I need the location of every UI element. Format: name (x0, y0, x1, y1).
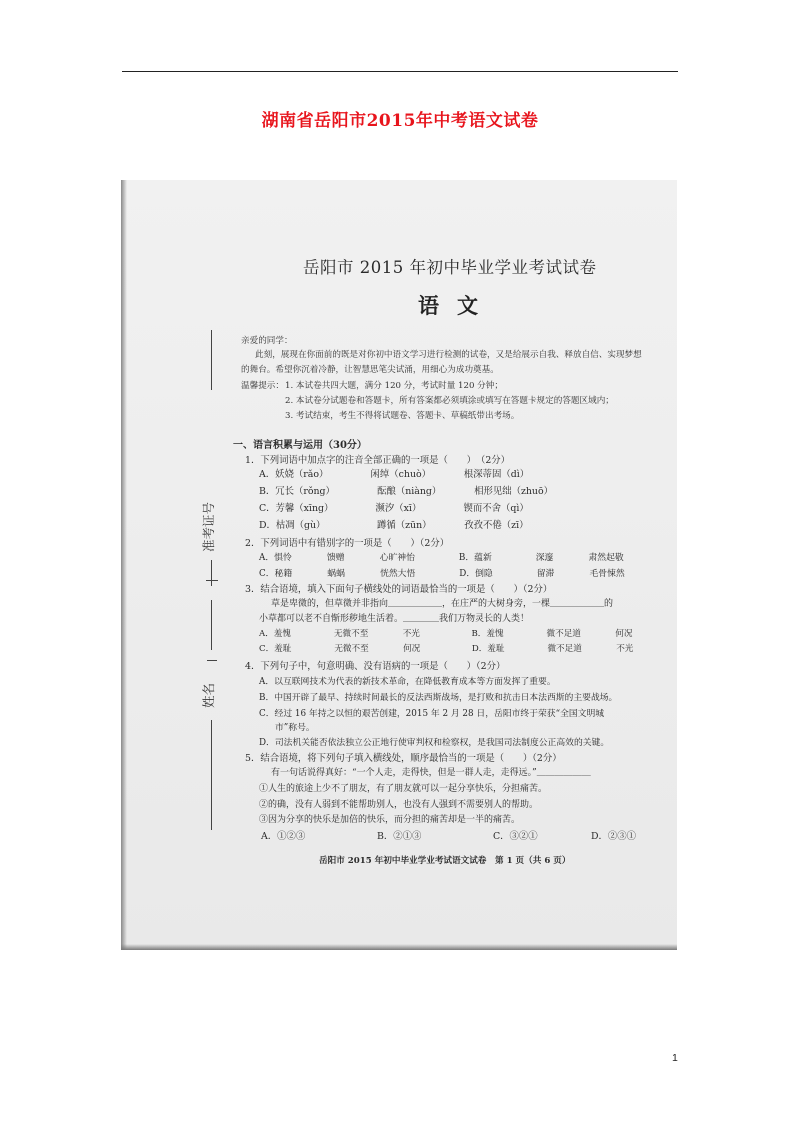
document-title: 湖南省岳阳市2015年中考语文试卷 (261, 111, 539, 131)
question-4-option-c-cont: 市”称号。 (275, 723, 315, 733)
binding-line-middle (211, 600, 212, 650)
question-4: 4．下列句子中，句意明确、没有语病的一项是（ ）（2分） (245, 661, 506, 672)
question-2-options-ab: A．惧怜 馈赠 心旷神怡 B．蕴新 深邃 肃然起敬 (259, 553, 624, 563)
side-label-exam-number: 准考证号 (201, 501, 216, 552)
page-number: 1 (672, 1052, 678, 1064)
question-4-option-a: A．以互联网技术为代表的新技术革命，在降低教育成本等方面发挥了重要。 (259, 677, 556, 687)
question-4-option-b: B．中国开辟了最早、持续时间最长的反法西斯战场，是打败和抗击日本法西斯的主要战场。 (259, 693, 618, 703)
question-5-sentence-1: ①人生的旅途上少不了朋友，有了朋友就可以一起分享快乐，分担痛苦。 (259, 784, 548, 794)
question-5-option-c: C．③②① (493, 831, 538, 842)
question-1-option-d: D．枯凋（gù） 蹲循（zūn） 孜孜不倦（zī） (259, 520, 529, 531)
question-1-option-b: B．冗长（rǒng） 酝酿（niàng） 相形见绌（zhuō） (259, 486, 553, 497)
binding-line-upper (211, 560, 212, 586)
question-1-option-a: A．妖娆（rǎo） 闲绰（chuò） 根深蒂固（dì） (259, 469, 530, 480)
header-rule (122, 71, 678, 72)
question-4-option-d: D．司法机关能否依法独立公正地行使审判权和检察权，是我国司法制度公正高效的关键。 (259, 738, 610, 748)
question-1: 1．下列词语中加点字的注音全部正确的一项是（ ） （2分） (245, 455, 511, 466)
binding-tick-2 (207, 660, 217, 661)
side-label-name: 姓名 (201, 682, 216, 708)
question-2-options-cd: C．秘籍 蜗蜗 恍然大悟 D．倒隐 留滞 毛骨悚然 (259, 569, 625, 579)
intro-line-2: 的舞台。希望你沉着冷静，让智慧思笔尖试涌，用细心为成功奠基。 (241, 365, 499, 375)
question-4-option-c: C．经过 16 年持之以恒的艰苦创建，2015 年 2 月 28 日，岳阳市终于荣获“全国文明城 (259, 709, 605, 719)
tips-label: 温馨提示： (241, 381, 284, 391)
scan-shadow-bottom (121, 944, 677, 950)
question-5-sentence-2: ②的确，没有人弱到不能帮助别人，也没有人强到不需要别人的帮助。 (259, 800, 539, 810)
question-5-option-a: A．①②③ (261, 831, 306, 842)
question-3-options-ab: A．羞愧 无微不至 不光 B．羞愧 微不足道 何况 (259, 629, 633, 639)
tip-3: 3. 考试结束，考生不得将试题卷、答题卡、草稿纸带出考场。 (285, 411, 520, 421)
question-5-option-d: D．②③① (591, 831, 637, 842)
tip-2: 2. 本试卷分试题卷和答题卡，所有答案都必须填涂或填写在答题卡规定的答题区域内； (285, 396, 614, 406)
question-5: 5．结合语境，将下列句子填入横线处，顺序最恰当的一项是（ ）（2分） (245, 753, 562, 764)
question-1-option-c: C．芳馨（xīng） 濒汐（xī） 锲而不舍（qì） (259, 503, 529, 514)
tip-1: 1. 本试卷共四大题，满分 120 分，考试时量 120 分钟； (285, 381, 503, 391)
binding-line-top (211, 330, 212, 390)
scan-page-footer: 岳阳市 2015 年初中毕业学业考试语文试卷 第 1 页（共 6 页） (319, 856, 571, 866)
exam-subject: 语文 (418, 293, 496, 318)
intro-line-1: 此刻，展现在你面前的既是对你初中语文学习进行检测的试卷，又是给展示自我、释放自信、实现梦想 (255, 350, 642, 360)
binding-line-lower (211, 720, 212, 830)
question-3-line-2: 小草都可以老不自惭形秽地生活着。＿＿＿＿我们万物灵长的人类！ (259, 614, 530, 624)
question-5-option-b: B．②①③ (377, 831, 422, 842)
greeting: 亲爱的同学： (241, 336, 293, 346)
question-5-sentence-3: ③因为分享的快乐是加倍的快乐，而分担的痛苦却是一半的痛苦。 (259, 815, 521, 825)
question-3-options-cd: C．羞耻 无微不至 何况 D．羞耻 微不足道 不光 (259, 644, 634, 654)
question-2: 2．下列词语中有错别字的一项是（ ）（2分） (245, 538, 450, 549)
question-3-line-1: 草是卑微的，但草微并非指向＿＿＿＿＿＿，在庄严的大树身旁，一棵＿＿＿＿＿＿的 (271, 599, 614, 609)
scan-shadow-left (121, 180, 127, 950)
exam-title: 岳阳市 2015 年初中毕业学业考试试卷 (303, 258, 597, 277)
binding-tick-1 (206, 580, 218, 581)
question-5-quote: 有一句话说得真好：“一个人走，走得快，但是一群人走，走得远。”＿＿＿＿＿＿ (271, 768, 591, 778)
scanned-exam-page (121, 180, 677, 950)
question-3: 3．结合语境，填入下面句子横线处的词语最恰当的一项是（ ）（2分） (245, 584, 553, 595)
section-1-heading: 一、语言积累与运用（30分） (233, 440, 367, 451)
